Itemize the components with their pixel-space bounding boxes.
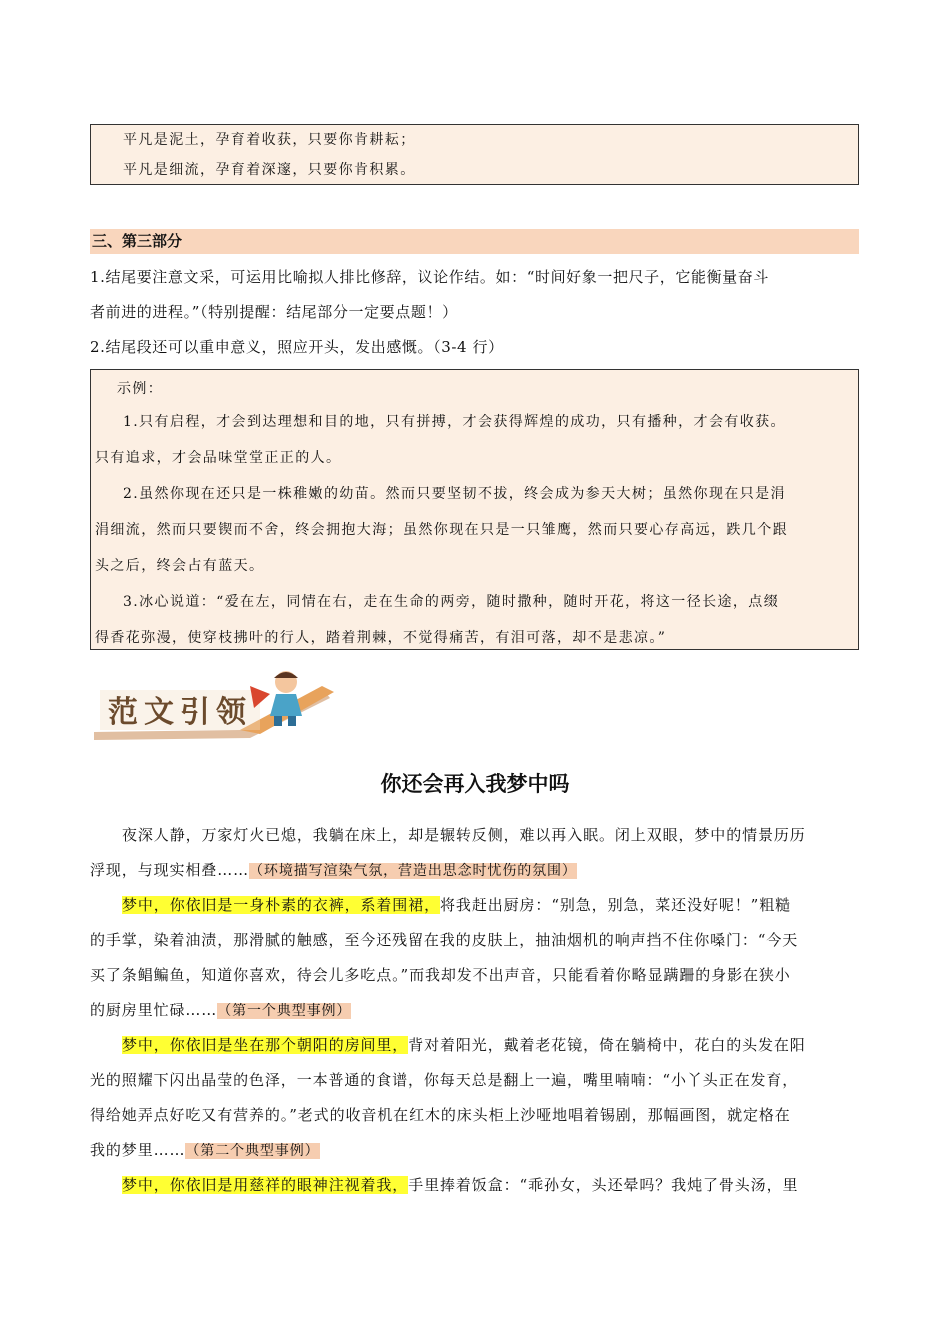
essay-text: 的厨房里忙碌…… (90, 1001, 218, 1019)
essay-line: 夜深人静，万家灯火已熄，我躺在床上，却是辗转反侧，难以再入眠。闭上双眼，梦中的情景历历 (122, 826, 806, 844)
example-label: 示例： (117, 381, 164, 397)
essay-line: 的手掌，染着油渍，那滑腻的触感，至今还残留在我的皮肤上，抽油烟机的响声挡不住你嗓门：“今天 (90, 931, 799, 949)
quote-line: 平凡是泥土，孕育着收获，只要你肯耕耘； (123, 132, 416, 148)
example-line: 头之后，终会占有蓝天。 (95, 558, 265, 574)
essay-text: 浮现，与现实相叠…… (90, 861, 250, 879)
section-heading: 三、第三部分 (90, 229, 859, 254)
essay-text: 我的梦里…… (90, 1141, 186, 1159)
highlighted-phrase: 梦中，你依旧是用慈祥的眼神注视着我， (122, 1176, 409, 1194)
example-line: 得香花弥漫，使穿枝拂叶的行人，踏着荆棘，不觉得痛苦，有泪可落，却不是悲凉。” (95, 630, 667, 646)
essay-line: 光的照耀下闪出晶莹的色泽，一本普通的食谱，你每天总是翻上一遍，嘴里喃喃：“小丫头正在发育， (90, 1071, 799, 1089)
essay-text: 将我赶出厨房：“别急，别急，菜还没好呢！”粗糙 (440, 896, 792, 914)
paragraph-text: 者前进的进程。”（特别提醒：结尾部分一定要点题！） (90, 303, 458, 321)
quote-line: 平凡是细流，孕育着深邃，只要你肯积累。 (123, 162, 416, 178)
essay-text: 手里捧着饭盒：“乖孙女，头还晕吗？我炖了骨头汤，里 (408, 1176, 799, 1194)
example-line: 只有追求，才会品味堂堂正正的人。 (95, 450, 342, 466)
essay-line: 得给她弄点好吃又有营养的。”老式的收音机在红木的床头柜上沙哑地唱着锡剧，那幅画图，就定格在 (90, 1106, 791, 1124)
essay-body (90, 818, 860, 1203)
annotation-note: （环境描写渲染气氛，营造出思念时忧伤的氛围） (249, 863, 577, 879)
essay-line (90, 1028, 860, 1063)
essay-line: 买了条鲳鳊鱼，知道你喜欢，待会儿多吃点。”而我却发不出声音，只能看着你略显蹒跚的身影在狭小 (90, 966, 791, 984)
paragraph-text: 1.结尾要注意文采，可运用比喻拟人排比修辞，议论作结。如：“时间好象一把尺子，它能衡量奋斗 (90, 268, 769, 286)
example-line: 涓细流，然而只要锲而不舍，终会拥抱大海；虽然你现在只是一只雏鹰，然而只要心存高远，跌几个跟 (95, 522, 788, 538)
quote-box-ordinary (90, 124, 859, 185)
example-box (90, 369, 859, 650)
example-line: 1.只有启程，才会到达理想和目的地，只有拼搏，才会获得辉煌的成功，只有播种，才会有收获。 (123, 414, 786, 430)
essay-line (90, 1133, 860, 1168)
model-essay-banner (90, 664, 340, 744)
example-line: 2.虽然你现在还只是一株稚嫩的幼苗。然而只要坚韧不拔，终会成为参天大树；虽然你现在只是涓 (123, 486, 786, 502)
essay-line (90, 993, 860, 1028)
highlighted-phrase: 梦中，你依旧是一身朴素的衣裤，系着围裙， (122, 896, 441, 914)
banner-graphic (90, 664, 340, 744)
banner-title: 范文引领 (108, 695, 252, 730)
annotation-note: （第二个典型事例） (185, 1143, 320, 1159)
essay-title: 你还会再入我梦中吗 (380, 772, 570, 796)
highlighted-phrase: 梦中，你依旧是坐在那个朝阳的房间里， (122, 1036, 409, 1054)
example-line: 3.冰心说道：“爱在左，同情在右，走在生命的两旁，随时撒种，随时开花，将这一径长途，点缀 (123, 594, 780, 610)
annotation-note: （第一个典型事例） (217, 1003, 352, 1019)
essay-line (90, 1168, 860, 1203)
essay-line (90, 888, 860, 923)
essay-text: 背对着阳光，戴着老花镜，倚在躺椅中，花白的头发在阳 (408, 1036, 806, 1054)
paragraph-text: 2.结尾段还可以重申意义，照应开头，发出感慨。（3-4 行） (90, 338, 504, 356)
essay-line (90, 853, 860, 888)
